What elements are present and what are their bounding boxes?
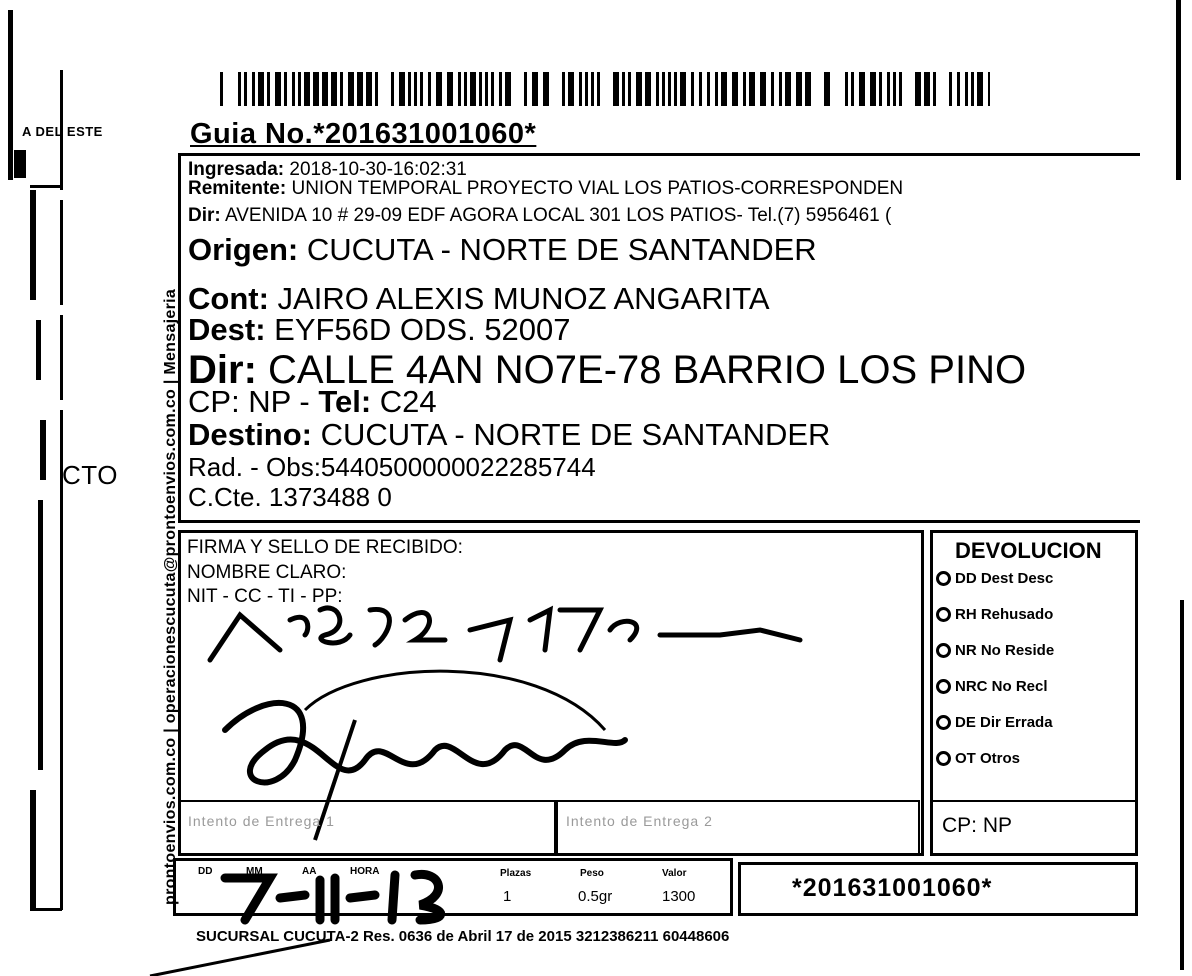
left-bracket — [60, 200, 63, 305]
attempt-2-label: Intento de Entrega 2 — [566, 813, 713, 829]
dd-label: DD — [198, 866, 213, 877]
radio-circle-icon[interactable] — [936, 715, 951, 730]
barcode-bar — [915, 72, 921, 106]
barcode-bar — [532, 72, 538, 106]
dest-dir-label: Dir: — [188, 348, 257, 392]
tel-label: Tel: — [318, 384, 372, 419]
origen-label: Origen: — [188, 232, 299, 267]
handwritten-date-text — [250, 880, 253, 881]
barcode-bar — [674, 72, 677, 106]
barcode-bar — [870, 72, 876, 106]
barcode-bar — [721, 72, 727, 106]
handwritten-id-text — [380, 620, 386, 621]
barcode-bar — [933, 72, 936, 106]
barcode-bar — [258, 72, 264, 106]
devolucion-option[interactable] — [936, 750, 1020, 767]
barcode-bar — [628, 72, 631, 106]
destino-value: CUCUTA - NORTE DE SANTANDER — [320, 417, 831, 452]
barcode-bar — [284, 72, 287, 106]
barcode-bar — [238, 72, 241, 106]
barcode-bar — [298, 72, 301, 106]
barcode-bar — [691, 72, 694, 106]
barcode-bar — [899, 72, 902, 106]
radio-circle-icon[interactable] — [936, 643, 951, 658]
devolucion-option[interactable] — [936, 642, 1054, 659]
barcode-bar — [893, 72, 896, 106]
left-bracket — [30, 185, 62, 188]
devolucion-cp: CP: NP — [942, 814, 1013, 837]
remitente-value: UNION TEMPORAL PROYECTO VIAL LOS PATIOS-CORRESPONDEN — [291, 178, 904, 199]
barcode-bar — [636, 72, 642, 106]
devolucion-title: DEVOLUCION — [955, 538, 1102, 563]
ingresada-line — [188, 160, 467, 179]
barcode-bar — [668, 72, 671, 106]
plazas-label: Plazas — [500, 868, 532, 879]
ingresada-label: Ingresada: — [188, 159, 285, 180]
barcode-bar — [824, 72, 830, 106]
barcode-bar — [562, 72, 565, 106]
devolucion-option-label: RH Rehusado — [955, 606, 1054, 623]
barcode-bar — [585, 72, 588, 106]
devolucion-divider — [930, 800, 1138, 802]
right-edge-mark — [1180, 600, 1184, 970]
devolucion-option[interactable] — [936, 570, 1053, 587]
barcode-bar — [340, 72, 343, 106]
barcode-bar — [924, 72, 930, 106]
cont-line — [188, 283, 770, 314]
ccte-line: C.Cte. 1373488 0 — [188, 482, 392, 512]
cp-label: CP: NP - — [188, 384, 319, 419]
peso-label: Peso — [580, 868, 604, 879]
mm-label: MM — [246, 866, 263, 877]
handwritten-date — [130, 850, 470, 976]
tel-value: C24 — [379, 384, 437, 419]
barcode-bar — [591, 72, 594, 106]
origen-value: CUCUTA - NORTE DE SANTANDER — [306, 232, 817, 267]
remitente-label: Remitente: — [188, 178, 287, 199]
barcode-bar — [505, 72, 511, 106]
barcode-bar — [662, 72, 665, 106]
barcode-bar — [543, 72, 549, 106]
barcode-bar — [707, 72, 710, 106]
radio-circle-icon[interactable] — [936, 607, 951, 622]
side-vertical-text: prontoenvios.com.co | operacionescucuta@prontoenvios.com.co | Mensajeria — [162, 288, 179, 905]
barcode-bar — [304, 72, 310, 106]
dest-value: EYF56D ODS. 52007 — [274, 312, 571, 347]
barcode-bar — [408, 72, 411, 106]
barcode-bar — [275, 72, 281, 106]
origen-line — [188, 234, 817, 265]
devolucion-option[interactable] — [936, 678, 1048, 695]
remitente-dir-line — [188, 206, 891, 225]
barcode-bar — [988, 72, 990, 106]
left-bracket — [30, 908, 62, 911]
barcode-bar — [428, 72, 431, 106]
barcode-bar — [375, 72, 378, 106]
barcode-bar — [568, 72, 574, 106]
left-edge-mark — [8, 10, 13, 180]
barcode-bar — [680, 72, 686, 106]
guia-title: Guia No.*201631001060* — [190, 118, 537, 150]
cont-label: Cont: — [188, 281, 269, 316]
barcode-bar — [313, 72, 319, 106]
barcode-bar — [977, 72, 983, 106]
dest-line — [188, 314, 571, 345]
nombre-label: NOMBRE CLARO: — [187, 562, 347, 583]
barcode-bar — [322, 72, 328, 106]
barcode-bar — [399, 72, 405, 106]
barcode-bar — [732, 72, 738, 106]
destino-label: Destino: — [188, 417, 312, 452]
barcode-bar — [851, 72, 854, 106]
attempt-1-label: Intento de Entrega 1 — [188, 813, 335, 829]
hora-label: HORA — [350, 866, 380, 877]
remitente-line — [188, 179, 903, 198]
barcode-bar — [760, 72, 766, 106]
barcode-bar — [244, 72, 247, 106]
barcode-bar — [348, 72, 354, 106]
barcode-bar — [331, 72, 337, 106]
barcode-bar — [220, 72, 223, 106]
barcode-bar — [436, 72, 442, 106]
barcode-bar — [779, 72, 782, 106]
barcode-bar — [579, 72, 582, 106]
dest-dir-value: CALLE 4AN NO7E-78 BARRIO LOS PINO — [268, 348, 1027, 392]
barcode-bar — [597, 72, 600, 106]
barcode-bar — [965, 72, 968, 106]
barcode-bar — [845, 72, 848, 106]
barcode-bar — [949, 72, 952, 106]
barcode-bar — [613, 72, 619, 106]
barcode-bar — [785, 72, 791, 106]
left-edge-mark — [30, 790, 36, 910]
barcode-bar — [805, 72, 811, 106]
left-edge-mark — [36, 320, 41, 380]
barcode-bar — [479, 72, 482, 106]
devolucion-option-label: DD Dest Desc — [955, 570, 1054, 587]
left-edge-mark — [30, 190, 36, 300]
devolucion-option[interactable] — [936, 714, 1053, 731]
footer-text: SUCURSAL CUCUTA-2 Res. 0636 de Abril 17 de 2015 3212386211 60448606 — [196, 928, 730, 945]
barcode-bar — [524, 72, 527, 106]
barcode-bar — [499, 72, 502, 106]
left-bracket — [60, 315, 63, 400]
left-edge-text-top: A DEL ESTE — [22, 124, 103, 139]
plazas-value: 1 — [503, 888, 512, 905]
barcode-bar — [470, 72, 476, 106]
dest-label: Dest: — [188, 312, 266, 347]
guia-code: *201631001060* — [792, 874, 993, 902]
rad-obs-line: Rad. - Obs:5440500000022285744 — [188, 452, 596, 482]
barcode-bar — [715, 72, 718, 106]
barcode-bar — [292, 72, 295, 106]
remitente-dir-label: Dir: — [188, 205, 221, 226]
devolucion-option[interactable] — [936, 606, 1053, 623]
cp-tel-line — [188, 386, 437, 417]
barcode-bar — [859, 72, 865, 106]
barcode-bar — [645, 72, 651, 106]
radio-circle-icon[interactable] — [936, 679, 951, 694]
barcode-bar — [879, 72, 882, 106]
left-edge-mark — [14, 150, 26, 178]
ingresada-value: 2018-10-30-16:02:31 — [289, 159, 467, 180]
radio-circle-icon[interactable] — [936, 571, 951, 586]
barcode-bar — [749, 72, 755, 106]
barcode-bar — [420, 72, 423, 106]
barcode-bar — [971, 72, 974, 106]
cont-value: JAIRO ALEXIS MUNOZ ANGARITA — [277, 281, 770, 316]
remitente-dir-value: AVENIDA 10 # 29-09 EDF AGORA LOCAL 301 LOS PATIOS- Tel.(7) 5956461 ( — [224, 205, 892, 226]
radio-circle-icon[interactable] — [936, 751, 951, 766]
barcode-bar — [699, 72, 702, 106]
valor-value: 1300 — [662, 888, 696, 905]
peso-value: 0.5gr — [578, 888, 613, 905]
barcode-bar — [391, 72, 394, 106]
devolucion-option-label: NRC No Recl — [955, 678, 1048, 695]
barcode-bar — [957, 72, 960, 106]
barcode-bar — [458, 72, 461, 106]
firma-label: FIRMA Y SELLO DE RECIBIDO: — [187, 537, 463, 558]
barcode-bar — [252, 72, 255, 106]
barcode-bar — [656, 72, 659, 106]
left-edge-mark — [40, 420, 46, 480]
barcode-bar — [771, 72, 774, 106]
barcode-bar — [796, 72, 802, 106]
barcode-bar — [357, 72, 363, 106]
barcode-bar — [887, 72, 890, 106]
aa-label: AA — [302, 866, 317, 877]
barcode — [220, 72, 990, 106]
right-edge-mark — [1176, 0, 1181, 180]
barcode-bar — [491, 72, 494, 106]
barcode-bar — [447, 72, 453, 106]
address-content — [178, 154, 1192, 520]
left-edge-text-middle: CTO — [62, 460, 118, 490]
destino-line — [188, 419, 830, 450]
devolucion-option-label: DE Dir Errada — [955, 714, 1053, 731]
devolucion-option-label: NR No Reside — [955, 642, 1055, 659]
barcode-bar — [622, 72, 625, 106]
valor-label: Valor — [662, 868, 687, 879]
barcode-bar — [366, 72, 372, 106]
barcode-bar — [414, 72, 417, 106]
barcode-bar — [464, 72, 467, 106]
barcode-bar — [267, 72, 270, 106]
nit-label: NIT - CC - TI - PP: — [187, 586, 343, 607]
left-edge-mark — [38, 500, 43, 770]
devolucion-option-label: OT Otros — [955, 750, 1021, 767]
barcode-bar — [485, 72, 488, 106]
barcode-bar — [743, 72, 746, 106]
